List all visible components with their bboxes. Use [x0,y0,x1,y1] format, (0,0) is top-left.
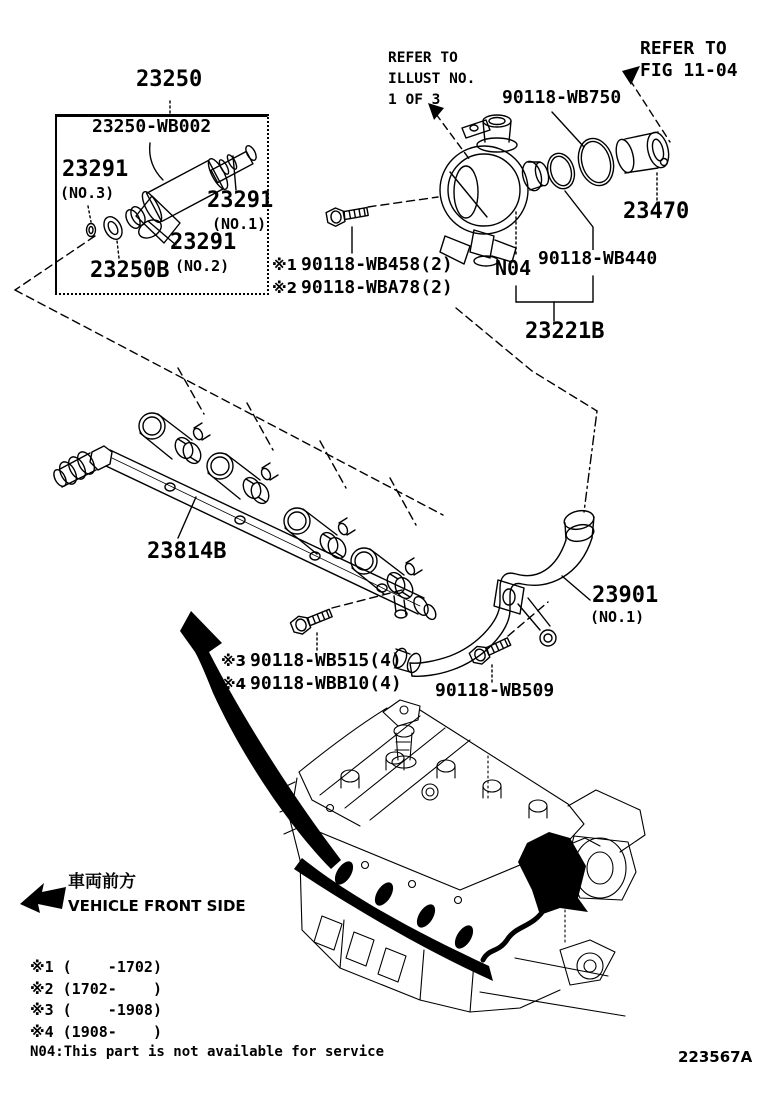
refer-illust-note [388,48,475,111]
part-sub-no3: (NO.3) [60,184,115,202]
pump-drawing [440,115,551,266]
refer-fig-note [640,38,738,82]
part-label-90118-wb440: 90118-WB440 [538,248,658,269]
part-label-23250: 23250 [136,67,203,92]
refer-illust-line2: ILLUST NO. [388,71,476,87]
engine-highlight-black [294,832,588,981]
star4-mark: ※4 [221,675,247,693]
part-label-23250-wb002: 23250-WB002 [92,116,212,137]
part-label-90118-wb515 [221,650,402,671]
part-label-90118-wb750: 90118-WB750 [502,87,622,108]
refer-fig-line1: REFER TO [640,38,727,59]
figure-code: 223567A [678,1048,753,1066]
rail-bolt-drawing [289,605,334,652]
part-label-23901: 23901 [592,583,659,608]
refer-fig-line2: FIG 11-04 [640,60,738,81]
flange-bolt-drawing [326,203,370,253]
vehicle-front-arrow-icon [20,883,66,913]
part-sub-no1: (NO.1) [212,215,267,233]
fuel-rail-drawing [51,413,438,621]
part-label-23291-no2: 23291 [170,230,237,255]
star4-number: 90118-WBB10(4) [250,673,402,694]
part-label-23470: 23470 [623,199,690,224]
vehicle-front-label-jp: 車両前方 [68,872,136,892]
part-label-90118-wb509: 90118-WB509 [435,680,555,701]
part-sub-23901-no1: (NO.1) [590,608,645,626]
part-label-23250b: 23250B [90,258,170,283]
refer-illust-line1: REFER TO [388,50,458,66]
part-label-23291-no1: 23291 [207,188,274,213]
star1-mark: ※1 [272,256,298,274]
oring-spacer-drawing [544,112,673,200]
vehicle-front-label-en: VEHICLE FRONT SIDE [68,897,246,915]
part-label-90118-wba78 [272,277,453,298]
part-label-n04: N04 [495,256,532,280]
footnote-star4: ※4 (1908- ) [30,1023,162,1041]
footnote-star2: ※2 (1702- ) [30,980,162,998]
part-label-90118-wbb10 [221,673,402,694]
footnote-star3: ※3 ( -1908) [30,1001,162,1019]
part-label-90118-wb458 [272,254,453,275]
star1-number: 90118-WB458(2) [301,254,453,275]
star3-mark: ※3 [221,652,247,670]
footnote-n04: N04:This part is not available for service [30,1044,385,1060]
refer-illust-line3: 1 OF 3 [388,92,441,108]
part-label-23291-no3: 23291 [62,157,129,182]
star3-number: 90118-WB515(4) [250,650,402,671]
star2-mark: ※2 [272,279,298,297]
part-sub-no2: (NO.2) [175,257,230,275]
footnote-star1: ※1 ( -1702) [30,958,162,976]
star2-number: 90118-WBA78(2) [301,277,453,298]
part-label-23221b: 23221B [525,319,605,344]
part-label-23814b: 23814B [147,539,227,564]
